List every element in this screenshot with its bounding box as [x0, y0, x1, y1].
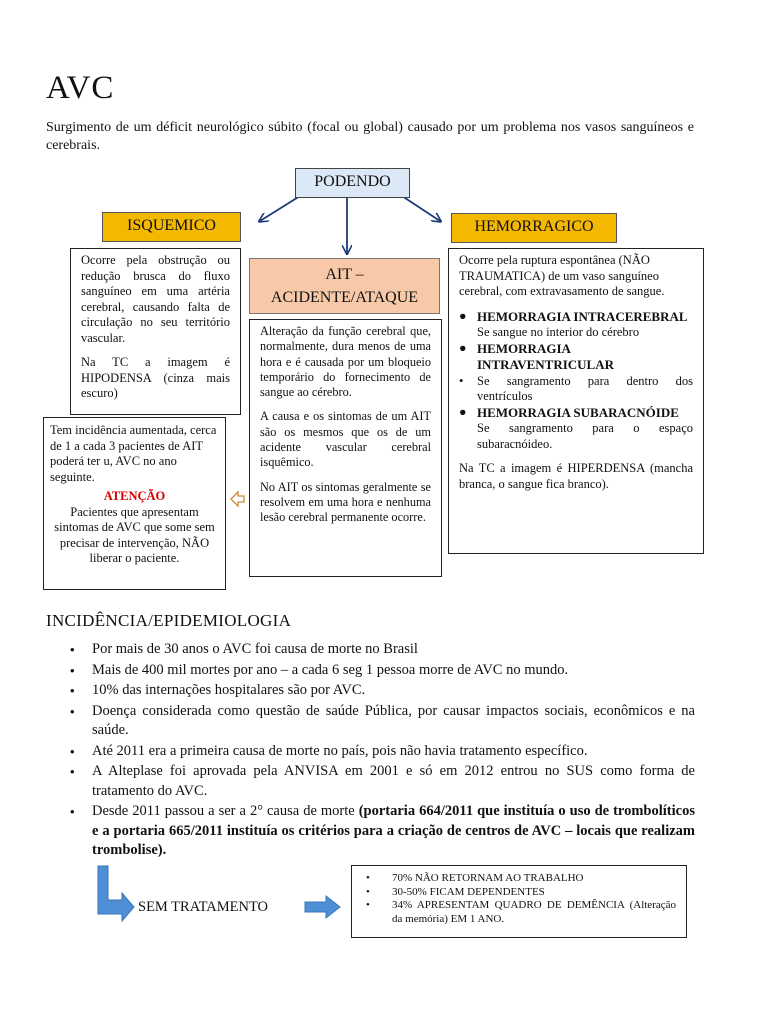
hemorragico-text2: Na TC a imagem é HIPERDENSA (mancha branca, o sangue fica branco).	[459, 461, 693, 491]
epidemiologia-list	[70, 640, 695, 862]
result-text: 34% APRESENTAM QUADRO DE DEMÊNCIA (Alteração da memória) EM 1 ANO.	[392, 899, 676, 925]
bullet-icon: •	[70, 764, 75, 779]
ait-label-line2: ACIDENTE/ATAQUE	[270, 289, 419, 306]
incidencia-text2: Pacientes que apresentam sintomas de AVC que some sem precisar de intervenção, NÃO liberar o paciente.	[54, 504, 215, 565]
list-item-text: A Alteplase foi aprovada pela ANVISA em 2001 e só em 2012 entrou no SUS como forma de tratamento do AVC.	[92, 763, 695, 799]
list-item	[362, 872, 676, 886]
bullet-icon: ●	[459, 308, 467, 323]
bent-arrow	[98, 866, 134, 921]
ait-text1: Alteração da função cerebral que, normalmente, dura menos de uma hora e é causada por um bloqueio temporário do fornecimento de sangue ao cérebro.	[260, 324, 431, 400]
hemorragico-text1: Ocorre pela ruptura espontânea (NÃO TRAUMATICA) de um vaso sanguíneo cerebral, com extravasamento de sangue.	[459, 253, 665, 298]
sem-tratamento-label: SEM TRATAMENTO	[138, 899, 269, 915]
bullet-icon: •	[366, 872, 370, 884]
incidencia-box	[43, 417, 226, 590]
arrow-to-hemorragico	[402, 196, 440, 221]
bullet-icon: •	[366, 899, 370, 911]
bullet-icon: ●	[459, 340, 467, 355]
list-item-bold-text: (portaria 664/2011 que instituía o uso de trombolíticos e a portaria 665/2011 instituía os critérios para a criação de centros de AVC – locais que realizam trombolise).	[92, 803, 695, 858]
list-item	[70, 640, 695, 660]
result-text: 70% NÃO RETORNAM AO TRABALHO	[392, 872, 584, 884]
bullet-icon: •	[459, 373, 464, 388]
list-item	[459, 421, 693, 452]
list-item	[70, 802, 695, 861]
list-item	[459, 374, 693, 405]
isquemico-text1: Ocorre pela obstrução ou redução brusca do fluxo sanguíneo em uma artéria cerebral, causando falta de circulação no seu território vascular.	[81, 253, 230, 345]
bullet-icon: •	[70, 642, 75, 657]
ait-text3: No AIT os sintomas geralmente se resolvem em uma hora e nenhuma lesão cerebral permanente ocorre.	[260, 479, 431, 525]
list-item	[70, 762, 695, 801]
podendo-box: PODENDO	[295, 168, 410, 198]
ait-label	[249, 258, 440, 314]
hemorragia-desc: Se sangue no interior do cérebro	[477, 325, 640, 339]
intro-paragraph: Surgimento de um déficit neurológico súbito (focal ou global) causado por um problema nos vasos sanguíneos e cerebrais.	[46, 120, 694, 153]
hemorragia-title: HEMORRAGIA SUBARACNÓIDE	[477, 404, 679, 420]
list-item-text: 10% das internações hospitalares são por AVC.	[92, 682, 366, 698]
list-item-text: Desde 2011 passou a ser a 2° causa de morte	[92, 803, 355, 819]
list-item-text: Doença considerada como questão de saúde Pública, por causar impactos sociais, econômicos e na saúde.	[92, 702, 695, 738]
page-title: AVC	[46, 70, 115, 106]
ait-label-line1: AIT –	[325, 266, 364, 283]
hemorragia-list	[459, 309, 693, 453]
results-box	[351, 865, 687, 938]
list-item	[70, 681, 695, 701]
list-item	[459, 341, 693, 374]
isquemico-text2: Na TC a imagem é HIPODENSA (cinza mais escuro)	[81, 355, 230, 400]
bullet-icon: •	[70, 743, 75, 759]
bullet-icon: •	[70, 683, 75, 698]
bullet-icon: •	[70, 662, 75, 678]
hemorragia-title: HEMORRAGIA INTRAVENTRICULAR	[477, 340, 615, 372]
result-text: 30-50% FICAM DEPENDENTES	[392, 885, 545, 898]
list-item	[70, 661, 695, 681]
right-arrow	[305, 896, 340, 918]
list-item-text: Por mais de 30 anos o AVC foi causa de morte no Brasil	[92, 641, 418, 657]
bullet-icon: •	[70, 804, 75, 819]
incidencia-text1: Tem incidência aumentada, cerca de 1 a cada 3 pacientes de AIT poderá ter u, AVC no ano seguinte.	[50, 423, 217, 484]
hemorragia-desc: Se sangramento para dentro dos ventrículos	[477, 373, 693, 403]
isquemico-box	[70, 248, 241, 415]
hemorragia-title: HEMORRAGIA INTRACEREBRAL	[477, 308, 688, 324]
list-item	[459, 309, 693, 326]
left-arrow-icon	[230, 490, 246, 508]
section-title: INCIDÊNCIA/EPIDEMIOLOGIA	[46, 611, 292, 630]
hemorragico-label: HEMORRAGICO	[451, 213, 617, 243]
list-item	[362, 899, 676, 926]
list-item	[70, 742, 695, 762]
atencao-label: ATENÇÃO	[103, 489, 166, 503]
bullet-icon: ●	[459, 404, 467, 419]
hemorragico-box	[448, 248, 704, 554]
ait-box	[249, 319, 442, 577]
bullet-icon: •	[70, 703, 75, 719]
isquemico-label: ISQUEMICO	[102, 212, 241, 242]
list-item	[459, 405, 693, 422]
list-item	[459, 325, 693, 341]
bullet-icon: •	[366, 885, 370, 898]
list-item	[362, 886, 676, 900]
list-item-text: Até 2011 era a primeira causa de morte no país, pois não havia tratamento específico.	[92, 742, 588, 759]
list-item-text: Mais de 400 mil mortes por ano – a cada 6 seg 1 pessoa morre de AVC no mundo.	[92, 661, 569, 678]
arrow-to-isquemico	[260, 196, 300, 221]
list-item	[70, 702, 695, 741]
hemorragia-desc: Se sangramento para o espaço subaracnóideo.	[477, 421, 693, 451]
ait-text2: A causa e os sintomas de um AIT são os mesmos que os de um acidente vascular cerebral isquêmico.	[260, 409, 431, 470]
